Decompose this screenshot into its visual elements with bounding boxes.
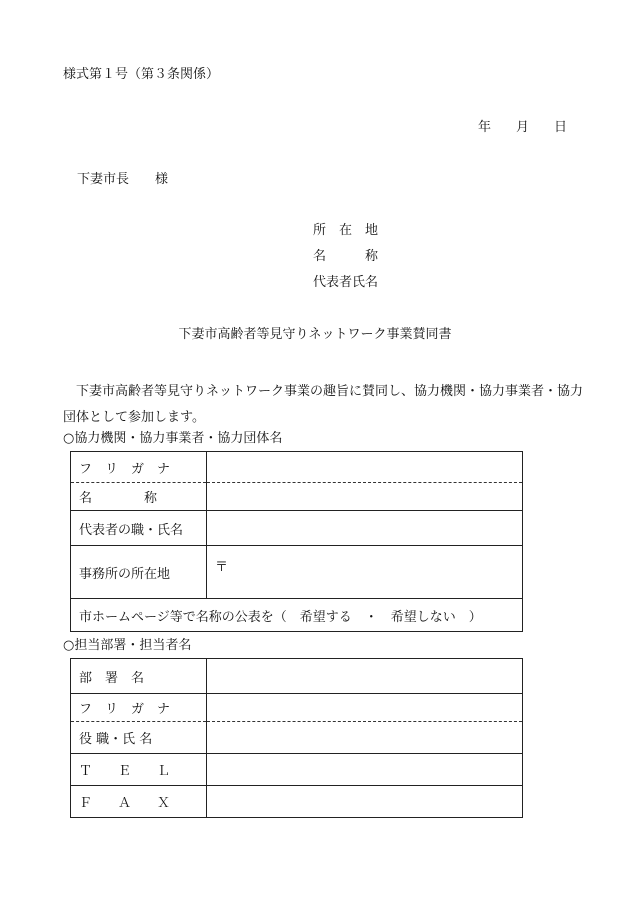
applicant-block: [313, 224, 378, 302]
section1-heading: ○協力機関・協力事業者・協力団体名: [63, 431, 283, 446]
contact-furigana-label: フ リ ガ ナ: [71, 694, 207, 722]
contact-furigana-field[interactable]: [207, 694, 523, 722]
position-name-field[interactable]: [207, 722, 523, 754]
date-line: [478, 121, 567, 134]
publish-preference[interactable]: 市ホームページ等で名称の公表を（ 希望する ・ 希望しない ）: [71, 599, 523, 632]
org-name-field[interactable]: [207, 483, 523, 511]
document-title: 下妻市高齢者等見守りネットワーク事業賛同書: [178, 327, 452, 342]
tel-label: Ｔ Ｅ Ｌ: [71, 754, 207, 786]
fax-field[interactable]: [207, 786, 523, 818]
org-furigana-field[interactable]: [207, 452, 523, 483]
body-paragraph: [63, 379, 583, 431]
postal-mark: 〒: [215, 559, 229, 575]
date-day-label: 日: [554, 120, 568, 135]
section2-heading: ○担当部署・担当者名: [63, 638, 192, 653]
contact-table: [70, 658, 523, 818]
organization-table: [70, 451, 523, 632]
department-field[interactable]: [207, 659, 523, 694]
fax-label: Ｆ Ａ Ｘ: [71, 786, 207, 818]
applicant-address-label: 所 在 地: [313, 223, 379, 238]
addressee: 下妻市長 様: [77, 172, 169, 187]
org-name-label: 名 称: [71, 483, 207, 511]
org-representative-label: 代表者の職・氏名: [71, 511, 207, 546]
date-year-label: 年: [478, 120, 492, 135]
position-name-label: 役 職・氏 名: [71, 722, 207, 754]
org-address-field[interactable]: [207, 546, 523, 599]
org-representative-field[interactable]: [207, 511, 523, 546]
tel-field[interactable]: [207, 754, 523, 786]
applicant-rep-label: 代表者氏名: [313, 275, 379, 290]
applicant-name-label: 名 称: [313, 249, 379, 264]
org-furigana-label: フ リ ガ ナ: [71, 452, 207, 483]
org-address-label: 事務所の所在地: [71, 546, 207, 599]
form-number: 様式第１号（第３条関係）: [63, 67, 220, 82]
date-month-label: 月: [516, 120, 530, 135]
body-text: 下妻市高齢者等見守りネットワーク事業の趣旨に賛同し、協力機関・協力事業者・協力団体として参加します。: [63, 384, 584, 425]
department-label: 部 署 名: [71, 659, 207, 694]
